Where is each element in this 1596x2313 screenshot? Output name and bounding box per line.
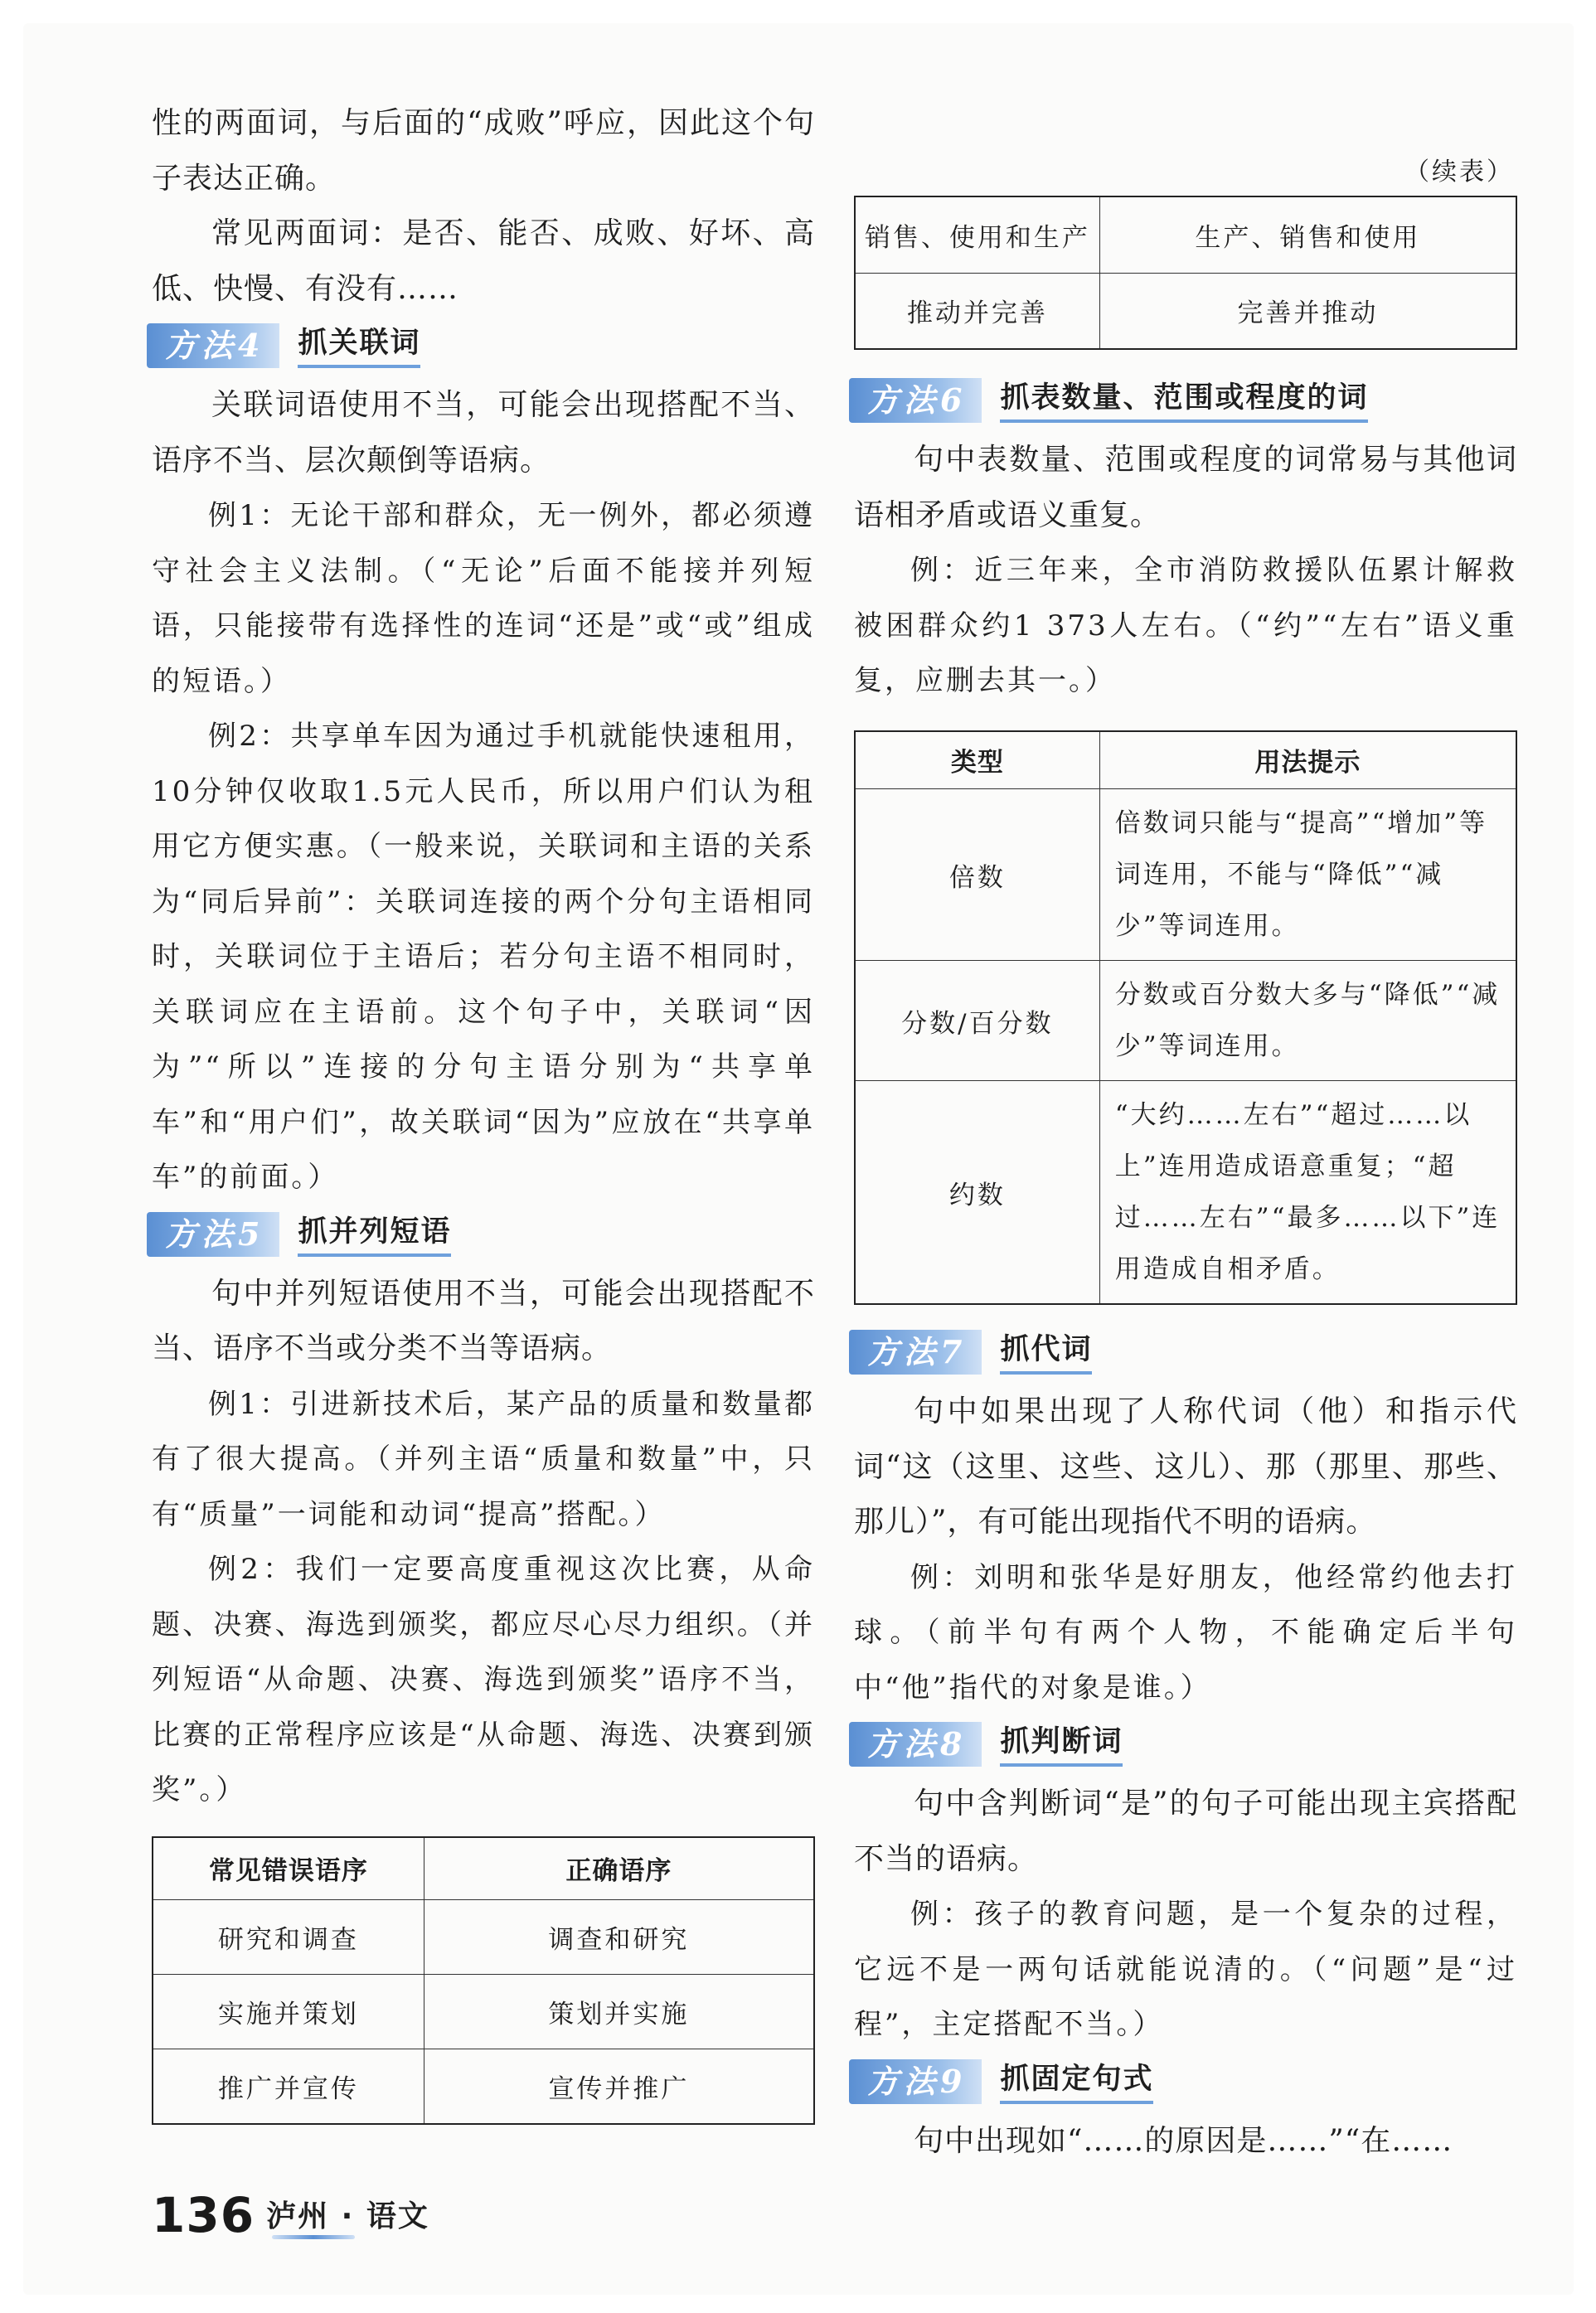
table-cell: 生产、销售和使用 (1099, 196, 1516, 273)
table-cell: 推动并完善 (855, 273, 1099, 349)
method-8-heading (849, 1720, 1517, 1768)
method-4-heading (147, 322, 815, 370)
method-title: 抓并列短语 (298, 1212, 451, 1257)
method-title: 抓判断词 (1000, 1722, 1123, 1767)
table-header: 用法提示 (1099, 731, 1516, 789)
method-tag: 方法6 (849, 378, 982, 423)
table-cell: 分数/百分数 (855, 961, 1099, 1081)
table-cell: 研究和调查 (153, 1900, 424, 1975)
example: 例：孩子的教育问题，是一个复杂的过程，它远不是一两句话就能说清的。（“问题”是“过程”，主定搭配不当。） (854, 1898, 1517, 2041)
paragraph: 句中表数量、范围或程度的词常易与其他词语相矛盾或语义重复。 (854, 443, 1517, 532)
method-tag: 方法4 (147, 323, 279, 368)
footer-accent-line (272, 2235, 355, 2239)
paragraph: 句中含判断词“是”的句子可能出现主宾搭配不当的语病。 (854, 1787, 1517, 1876)
table-cell: 倍数 (855, 789, 1099, 961)
paragraph: 句中如果出现了人称代词（他）和指示代词“这（这里、这些、这儿）、那（那里、那些、那儿）”，有可能出现指代不明的语病。 (854, 1394, 1517, 1539)
table-cell: 约数 (855, 1081, 1099, 1305)
table-header: 正确语序 (424, 1837, 814, 1900)
left-column (152, 23, 815, 2125)
word-order-table-continued (854, 196, 1517, 350)
method-tag: 方法5 (147, 1212, 279, 1257)
method-9-heading (849, 2058, 1517, 2106)
table-cell: 调查和研究 (424, 1900, 814, 1975)
paragraph: 关联词语使用不当，可能会出现搭配不当、语序不当、层次颠倒等语病。 (152, 388, 815, 478)
table-cell: “大约……左右”“超过……以上”连用造成语意重复；“超过……左右”“最多……以下”连用造成自相矛盾。 (1099, 1081, 1516, 1305)
paragraph: 常见两面词：是否、能否、成败、好坏、高低、快慢、有没有…… (152, 216, 815, 306)
paragraph: 句中出现如“……的原因是……”“在…… (914, 2123, 1453, 2158)
page-footer (152, 2189, 429, 2242)
table-cell: 分数或百分数大多与“降低”“减少”等词连用。 (1099, 961, 1516, 1081)
method-tag: 方法7 (849, 1330, 982, 1375)
method-title: 抓代词 (1000, 1330, 1092, 1375)
right-column (854, 23, 1517, 2169)
example: 例2：共享单车因为通过手机就能快速租用，10分钟仅收取1.5元人民币，所以用户们认为租用它方便实惠。（一般来说，关联词和主语的关系为“同后异前”：关联词连接的两个分句主语相同时，关联词位于主语后；若分句主语不相同时，关联词应在主语前。这个句子中，关联词“因为”“所以”连接的分句主语分别为“共享单车”和“用户们”，故关联词“因为”应放在“共享单车”的前面。） (152, 720, 815, 1194)
example: 例1：无论干部和群众，无一例外，都必须遵守社会主义法制。（“无论”后面不能接并列短语，只能接带有选择性的连词“还是”或“或”组成的短语。） (152, 499, 815, 698)
method-tag: 方法8 (849, 1722, 982, 1767)
table-header: 常见错误语序 (153, 1837, 424, 1900)
table-cell: 宣传并推广 (424, 2049, 814, 2124)
method-6-heading (849, 376, 1517, 424)
page (23, 23, 1574, 2295)
table-cell: 倍数词只能与“提高”“增加”等词连用，不能与“降低”“减少”等词连用。 (1099, 789, 1516, 961)
table-cell: 完善并推动 (1099, 273, 1516, 349)
method-title: 抓关联词 (298, 323, 420, 368)
example: 例1：引进新技术后，某产品的质量和数量都有了很大提高。（并列主语“质量和数量”中，只有“质量”一词能和动词“提高”搭配。） (152, 1387, 815, 1531)
method-title: 抓固定句式 (1000, 2059, 1153, 2104)
method-title: 抓表数量、范围或程度的词 (1000, 378, 1368, 423)
example: 例2：我们一定要高度重视这次比赛，从命题、决赛、海选到颁奖，都应尽心尽力组织。（并列短语“从命题、决赛、海选到颁奖”语序不当，比赛的正常程序应该是“从命题、海选、决赛到颁奖”。） (152, 1553, 815, 1806)
book-title: 泸州 · 语文 (266, 2199, 429, 2233)
page-number: 136 (152, 2187, 255, 2243)
method-5-heading (147, 1210, 815, 1258)
paragraph: 句中并列短语使用不当，可能会出现搭配不当、语序不当或分类不当等语病。 (152, 1276, 815, 1365)
table-cell: 策划并实施 (424, 1975, 814, 2049)
quantity-word-table (854, 730, 1517, 1306)
continued-label: （续表） (1404, 158, 1514, 187)
method-tag: 方法9 (849, 2059, 982, 2104)
word-order-table (152, 1836, 815, 2125)
table-cell: 推广并宣传 (153, 2049, 424, 2124)
method-7-heading (849, 1328, 1517, 1376)
table-header: 类型 (855, 731, 1099, 789)
table-cell: 实施并策划 (153, 1975, 424, 2049)
paragraph: 性的两面词，与后面的“成败”呼应，因此这个句子表达正确。 (152, 106, 815, 196)
example: 例：刘明和张华是好朋友，他经常约他去打球。（前半句有两个人物，不能确定后半句中“他”指代的对象是谁。） (854, 1560, 1517, 1704)
example: 例：近三年来，全市消防救援队伍累计解救被困群众约1 373人左右。（“约”“左右”语义重复，应删去其一。） (854, 554, 1517, 697)
table-cell: 销售、使用和生产 (855, 196, 1099, 273)
